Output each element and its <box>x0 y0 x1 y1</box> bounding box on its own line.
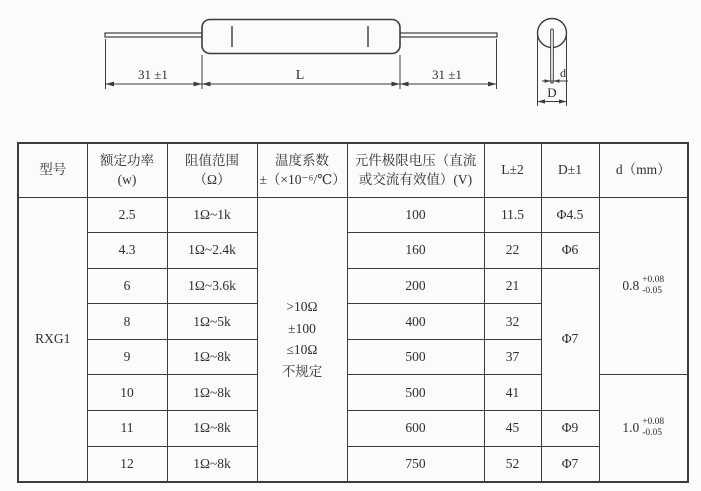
length-cell: 52 <box>484 446 541 482</box>
power-cell: 2.5 <box>87 197 167 233</box>
range-cell: 1Ω~8k <box>167 375 257 411</box>
length-cell: 32 <box>484 304 541 340</box>
header-rated-power: 额定功率 (w) <box>87 143 167 197</box>
length-cell: 41 <box>484 375 541 411</box>
voltage-cell: 500 <box>347 339 484 375</box>
length-cell: 21 <box>484 268 541 304</box>
header-lead-diameter: d（mm） <box>599 143 688 197</box>
header-model: 型号 <box>18 143 87 197</box>
range-cell: 1Ω~8k <box>167 446 257 482</box>
header-resistance-range: 阻值范围 （Ω） <box>167 143 257 197</box>
body-diameter-label: D <box>547 85 557 100</box>
diameter-cell: Φ7 <box>541 268 599 410</box>
voltage-cell: 500 <box>347 375 484 411</box>
range-cell: 1Ω~3.6k <box>167 268 257 304</box>
power-cell: 6 <box>87 268 167 304</box>
table-row <box>18 233 688 269</box>
range-cell: 1Ω~1k <box>167 197 257 233</box>
power-cell: 4.3 <box>87 233 167 269</box>
body-length-label: L <box>295 68 305 83</box>
header-limit-voltage: 元件极限电压（直流 或交流有效值）(V) <box>347 143 484 197</box>
left-lead <box>105 33 202 37</box>
diameter-cell: Φ6 <box>541 233 599 269</box>
power-cell: 8 <box>87 304 167 340</box>
table-row <box>18 411 688 447</box>
range-cell: 1Ω~8k <box>167 411 257 447</box>
length-cell: 45 <box>484 411 541 447</box>
resistor-dimension-drawing <box>0 0 701 134</box>
diameter-cell: Φ9 <box>541 411 599 447</box>
table-row <box>18 446 688 482</box>
right-lead-length-label: 31 ±1 <box>432 67 462 82</box>
voltage-cell: 200 <box>347 268 484 304</box>
length-cell: 11.5 <box>484 197 541 233</box>
end-view-lead <box>551 29 554 83</box>
header-temp-coefficient: 温度系数 ±（×10⁻⁶/℃） <box>257 143 347 197</box>
range-cell: 1Ω~5k <box>167 304 257 340</box>
table-row <box>18 268 688 304</box>
table-row <box>18 197 688 233</box>
diameter-cell: Φ7 <box>541 446 599 482</box>
temp-coefficient-cell: >10Ω ±100 ≤10Ω 不规定 <box>257 197 347 482</box>
power-cell: 10 <box>87 375 167 411</box>
right-lead <box>400 33 497 37</box>
voltage-cell: 160 <box>347 233 484 269</box>
lead-diameter-cell: 1.0 +0.08 -0.05 <box>599 375 688 482</box>
left-lead-length-label: 31 ±1 <box>138 67 168 82</box>
voltage-cell: 600 <box>347 411 484 447</box>
voltage-cell: 400 <box>347 304 484 340</box>
length-cell: 37 <box>484 339 541 375</box>
lead-diameter-cell: 0.8 +0.08 -0.05 <box>599 197 688 375</box>
model-cell: RXG1 <box>18 197 87 482</box>
power-cell: 9 <box>87 339 167 375</box>
header-row <box>18 143 688 197</box>
power-cell: 11 <box>87 411 167 447</box>
specification-table <box>17 142 689 483</box>
length-cell: 22 <box>484 233 541 269</box>
diameter-cell: Φ4.5 <box>541 197 599 233</box>
header-diameter: D±1 <box>541 143 599 197</box>
voltage-cell: 750 <box>347 446 484 482</box>
voltage-cell: 100 <box>347 197 484 233</box>
power-cell: 12 <box>87 446 167 482</box>
range-cell: 1Ω~8k <box>167 339 257 375</box>
header-length: L±2 <box>484 143 541 197</box>
lead-diameter-label: d <box>560 66 566 80</box>
range-cell: 1Ω~2.4k <box>167 233 257 269</box>
